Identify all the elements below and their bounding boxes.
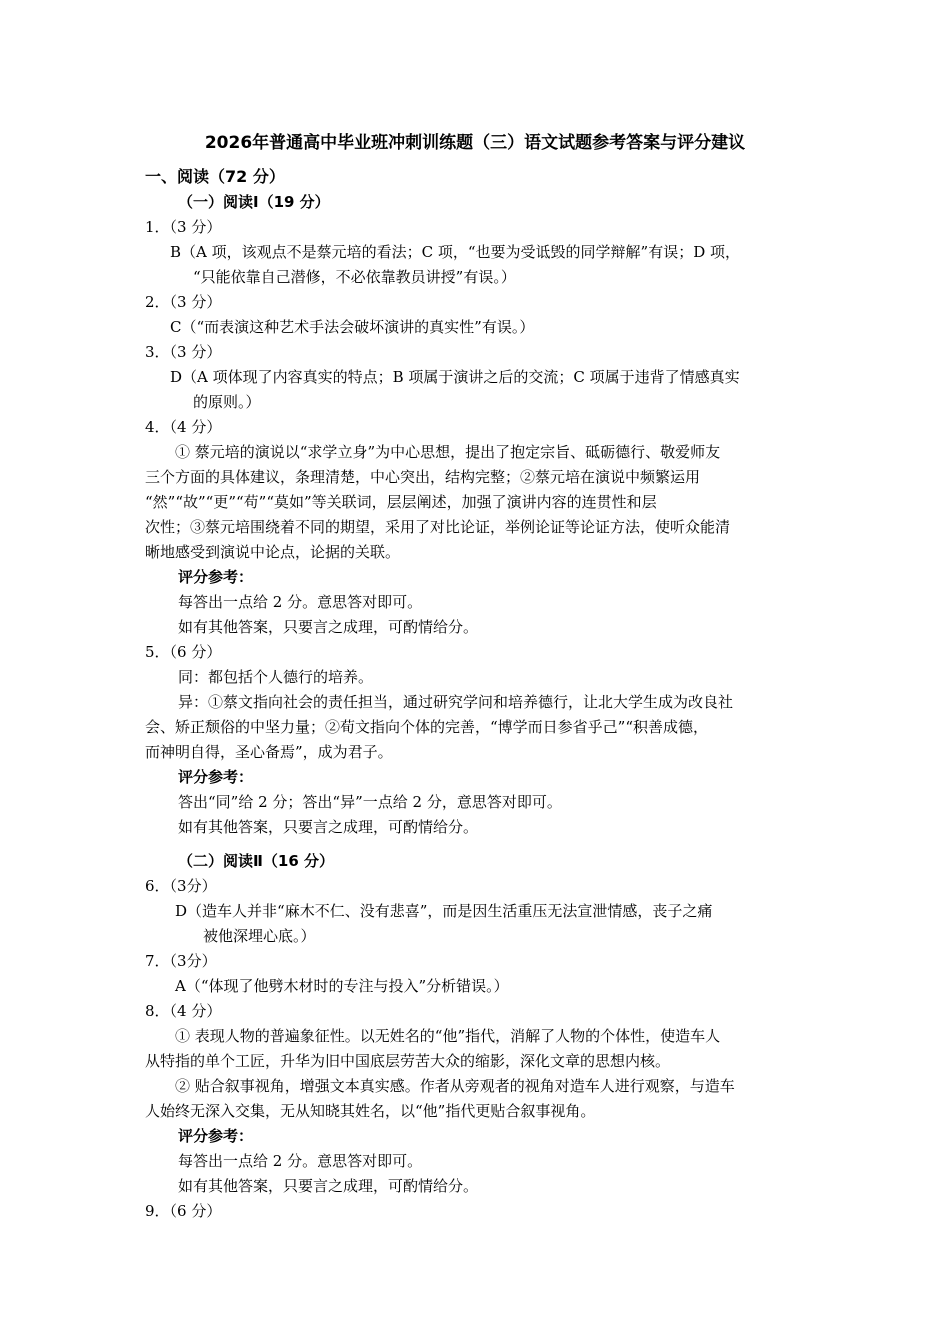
question-5-answer-line-1: 同：都包括个人德行的培养。 [178,668,374,686]
question-8-scoring-line-2: 如有其他答案，只要言之成理，可酌情给分。 [178,1177,479,1195]
question-4-number: 4．（4 分） [145,418,222,436]
question-3-answer-line-1: D（A 项体现了内容真实的特点；B 项属于演讲之后的交流；C 项属于违背了情感真实 [170,368,740,386]
question-5-answer-line-4: 而神明自得，圣心备焉”，成为君子。 [145,743,393,761]
question-8-scoring-heading: 评分参考： [178,1127,254,1145]
question-6-number: 6．（3分） [145,877,217,895]
question-8-scoring-line-1: 每答出一点给 2 分。意思答对即可。 [178,1152,423,1170]
question-8-answer-line-1: ① 表现人物的普遍象征性。以无姓名的“他”指代，消解了人物的个体性，使造车人 [175,1027,721,1045]
question-7-answer-line-1: A（“体现了他劈木材时的专注与投入”分析错误。） [175,977,509,995]
question-8-answer-line-3: ② 贴合叙事视角，增强文本真实感。作者从旁观者的视角对造车人进行观察，与造车 [175,1077,735,1095]
question-4-answer-line-2: 三个方面的具体建议，条理清楚，中心突出，结构完整；②蔡元培在演说中频繁运用 [145,468,701,486]
question-4-answer-line-3: “然”“故”“更”“苟”“莫如”等关联词，层层阐述，加强了演讲内容的连贯性和层 [145,493,657,511]
section-heading-reading: 一、阅读（72 分） [145,167,285,186]
question-1-answer-line-1: B（A 项，该观点不是蔡元培的看法；C 项，“也要为受诋毁的同学辩解”有误；D 项， [170,243,741,261]
question-6-answer-line-1: D（造车人并非“麻木不仁、没有悲喜”，而是因生活重压无法宣泄情感，丧子之痛 [175,902,713,920]
subsection-heading-reading-2: （二）阅读Ⅱ（16 分） [178,852,334,870]
question-8-answer-line-2: 从特指的单个工匠，升华为旧中国底层劳苦大众的缩影，深化文章的思想内核。 [145,1052,671,1070]
question-4-scoring-line-2: 如有其他答案，只要言之成理，可酌情给分。 [178,618,479,636]
question-5-answer-line-2: 异：①蔡文指向社会的责任担当，通过研究学问和培养德行，让北大学生成为改良社 [178,693,734,711]
question-4-answer-line-5: 晰地感受到演说中论点，论据的关联。 [145,543,401,561]
question-5-answer-line-3: 会、矫正颓俗的中坚力量；②荀文指向个体的完善，“博学而日参省乎己”“积善成德， [145,718,709,736]
question-6-answer-line-2: 被他深埋心底。） [203,927,316,945]
question-1-answer-line-2: “只能依靠自己潜修，不必依靠教员讲授”有误。） [193,268,516,286]
question-4-scoring-heading: 评分参考： [178,568,254,586]
question-2-number: 2．（3 分） [145,293,222,311]
page-title: 2026年普通高中毕业班冲刺训练题（三）语文试题参考答案与评分建议 [204,133,746,153]
question-7-number: 7．（3分） [145,952,217,970]
question-1-number: 1．（3 分） [145,218,222,236]
question-2-answer-line-1: C（“而表演这种艺术手法会破坏演讲的真实性”有误。） [170,318,535,336]
question-5-scoring-line-2: 如有其他答案，只要言之成理，可酌情给分。 [178,818,479,836]
question-8-answer-line-4: 人始终无深入交集，无从知晓其姓名，以“他”指代更贴合叙事视角。 [145,1102,596,1120]
subsection-heading-reading-1: （一）阅读Ⅰ（19 分） [178,193,330,211]
question-5-number: 5．（6 分） [145,643,222,661]
question-5-scoring-heading: 评分参考： [178,768,254,786]
question-4-answer-line-4: 次性；③蔡元培围绕着不同的期望，采用了对比论证，举例论证等论证方法，使听众能清 [145,518,731,536]
question-8-number: 8．（4 分） [145,1002,222,1020]
question-5-scoring-line-1: 答出“同”给 2 分；答出“异”一点给 2 分，意思答对即可。 [178,793,562,811]
question-4-scoring-line-1: 每答出一点给 2 分。意思答对即可。 [178,593,423,611]
question-4-answer-line-1: ① 蔡元培的演说以“求学立身”为中心思想，提出了抱定宗旨、砥砺德行、敬爱师友 [175,443,721,461]
question-9-number: 9．（6 分） [145,1202,222,1220]
question-3-answer-line-2: 的原则。） [193,393,261,411]
question-3-number: 3．（3 分） [145,343,222,361]
